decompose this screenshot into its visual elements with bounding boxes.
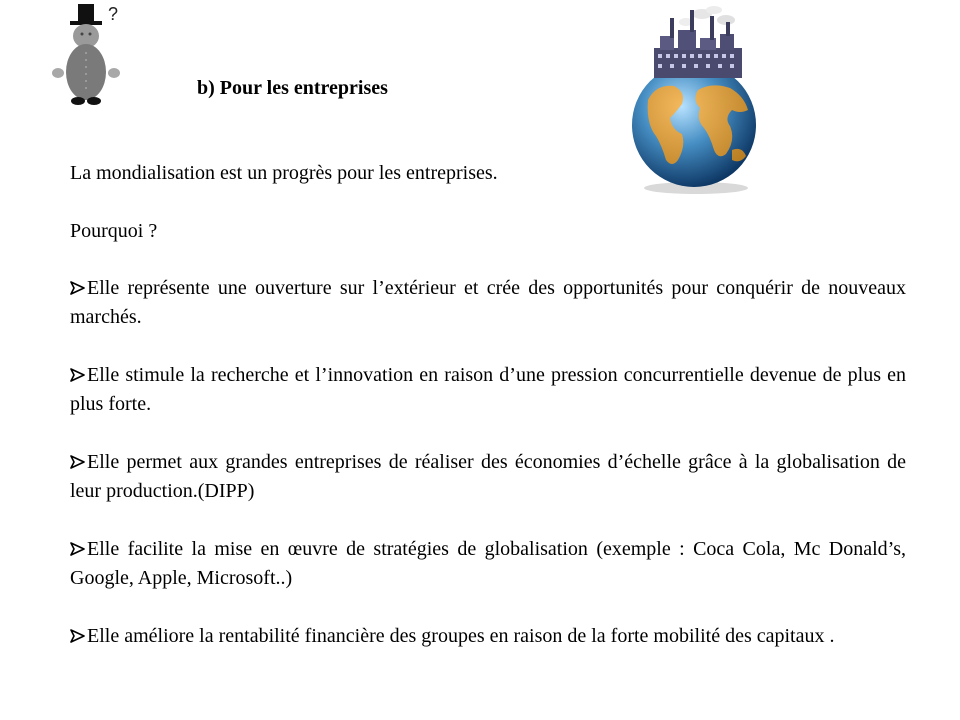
bullet-item (70, 274, 906, 332)
bullet-item (70, 622, 906, 651)
arrow-bullet-icon (70, 629, 87, 643)
question-line: Pourquoi ? (70, 220, 158, 242)
arrow-bullet-icon (70, 368, 87, 382)
bullet-text: Elle représente une ouverture sur l’extérieur et crée des opportunités pour conquérir de nouveaux marchés. (70, 277, 906, 328)
bullet-text: Elle permet aux grandes entreprises de réaliser des économies d’échelle grâce à la globalisation de leur production.(DIPP) (70, 451, 906, 502)
arrow-bullet-icon (70, 542, 87, 556)
bullet-text: Elle facilite la mise en œuvre de stratégies de globalisation (exemple : Coca Cola, Mc Donald’s, Google, Apple, Microsoft..) (70, 538, 906, 589)
section-heading: b) Pour les entreprises (197, 77, 388, 99)
question-mark: ? (108, 4, 119, 24)
arrow-bullet-icon (70, 281, 87, 295)
arrow-bullet-icon (70, 455, 87, 469)
bullet-item (70, 535, 906, 593)
bullet-item (70, 448, 906, 506)
bullet-text: Elle améliore la rentabilité financière des groupes en raison de la forte mobilité des capitaux . (87, 625, 835, 647)
bullet-item (70, 361, 906, 419)
thinking-man-figure-icon (50, 2, 126, 110)
bullet-text: Elle stimule la recherche et l’innovation en raison d’une pression concurrentielle devenue de plus en plus forte. (70, 364, 906, 415)
intro-sentence: La mondialisation est un progrès pour les entreprises. (70, 162, 498, 184)
bullet-list (70, 274, 906, 680)
